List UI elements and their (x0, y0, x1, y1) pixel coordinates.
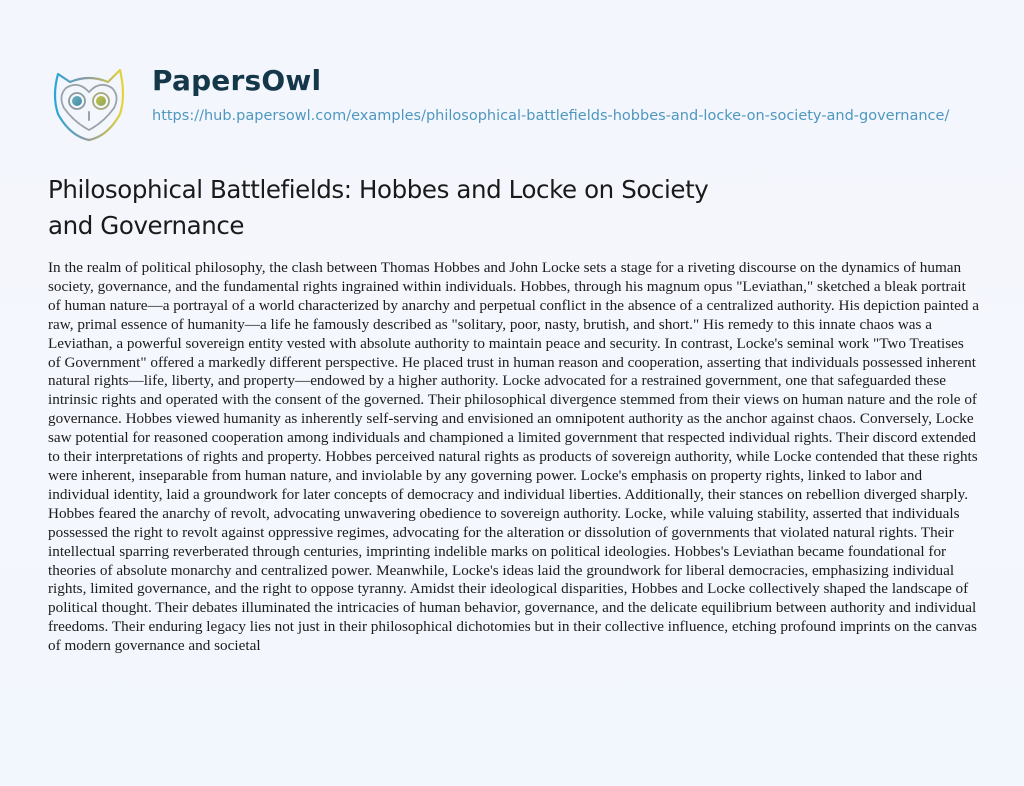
site-header (48, 60, 988, 160)
brand-name[interactable]: PapersOwl (152, 64, 322, 97)
owl-logo-icon (48, 60, 130, 142)
article-url-link[interactable]: https://hub.papersowl.com/examples/philosophical-battlefields-hobbes-and-locke-on-society-and-governance/ (152, 108, 950, 124)
article-title: Philosophical Battlefields: Hobbes and Locke on Society and Governance (48, 175, 709, 240)
article-body: In the realm of political philosophy, the clash between Thomas Hobbes and John Locke sets a stage for a riveting discourse on the dynamics of human society, governance, and the fundamental rights ingrained within individuals. Hobbes, through his magnum opus "Leviathan," sketched a bleak portrait of human nature—a portrayal of a world characterized by anarchy and perpetual conflict in the absence of a centralized authority. His depiction painted a raw, primal essence of humanity—a life he famously described as "solitary, poor, nasty, brutish, and short." His remedy to this innate chaos was a Leviathan, a powerful sovereign entity vested with absolute authority to maintain peace and security. In contrast, Locke's seminal work "Two Treatises of Government" offered a markedly different perspective. He placed trust in human reason and cooperation, asserting that individuals possessed inherent natural rights—life, liberty, and property—endowed by a higher authority. Locke advocated for a restrained government, one that safeguarded these intrinsic rights and operated with the consent of the governed. Their philosophical divergence stemmed from their views on human nature and the role of governance. Hobbes viewed humanity as inherently self-serving and envisioned an omnipotent authority as the anchor against chaos. Conversely, Locke saw potential for reasoned cooperation among individuals and championed a limited government that respected individual rights. Their discord extended to their interpretations of rights and property. Hobbes perceived natural rights as products of sovereign authority, while Locke contended that these rights were inherent, inseparable from human nature, and inviolable by any governing power. Locke's emphasis on property rights, linked to labor and individual identity, laid a groundwork for later concepts of democracy and individual liberties. Additionally, their stances on rebellion diverged sharply. Hobbes feared the anarchy of revolt, advocating unwavering obedience to sovereign authority. Locke, while valuing stability, asserted that individuals possessed the right to revolt against oppressive regimes, advocating for the alteration or dissolution of governments that violated natural rights. Their intellectual sparring reverberated through centuries, imprinting indelible marks on political ideologies. Hobbes's Leviathan became foundational for theories of absolute monarchy and centralized power. Meanwhile, Locke's ideas laid the groundwork for liberal democracies, emphasizing individual rights, limited governance, and the right to oppose tyranny. Amidst their ideological disparities, Hobbes and Locke collectively shaped the landscape of political thought. Their debates illuminated the intricacies of human behavior, governance, and the delicate equilibrium between authority and individual freedoms. Their enduring legacy lies not just in their philosophical dichotomies but in their collective influence, etching profound imprints on the canvas of modern governance and societal (48, 259, 979, 655)
